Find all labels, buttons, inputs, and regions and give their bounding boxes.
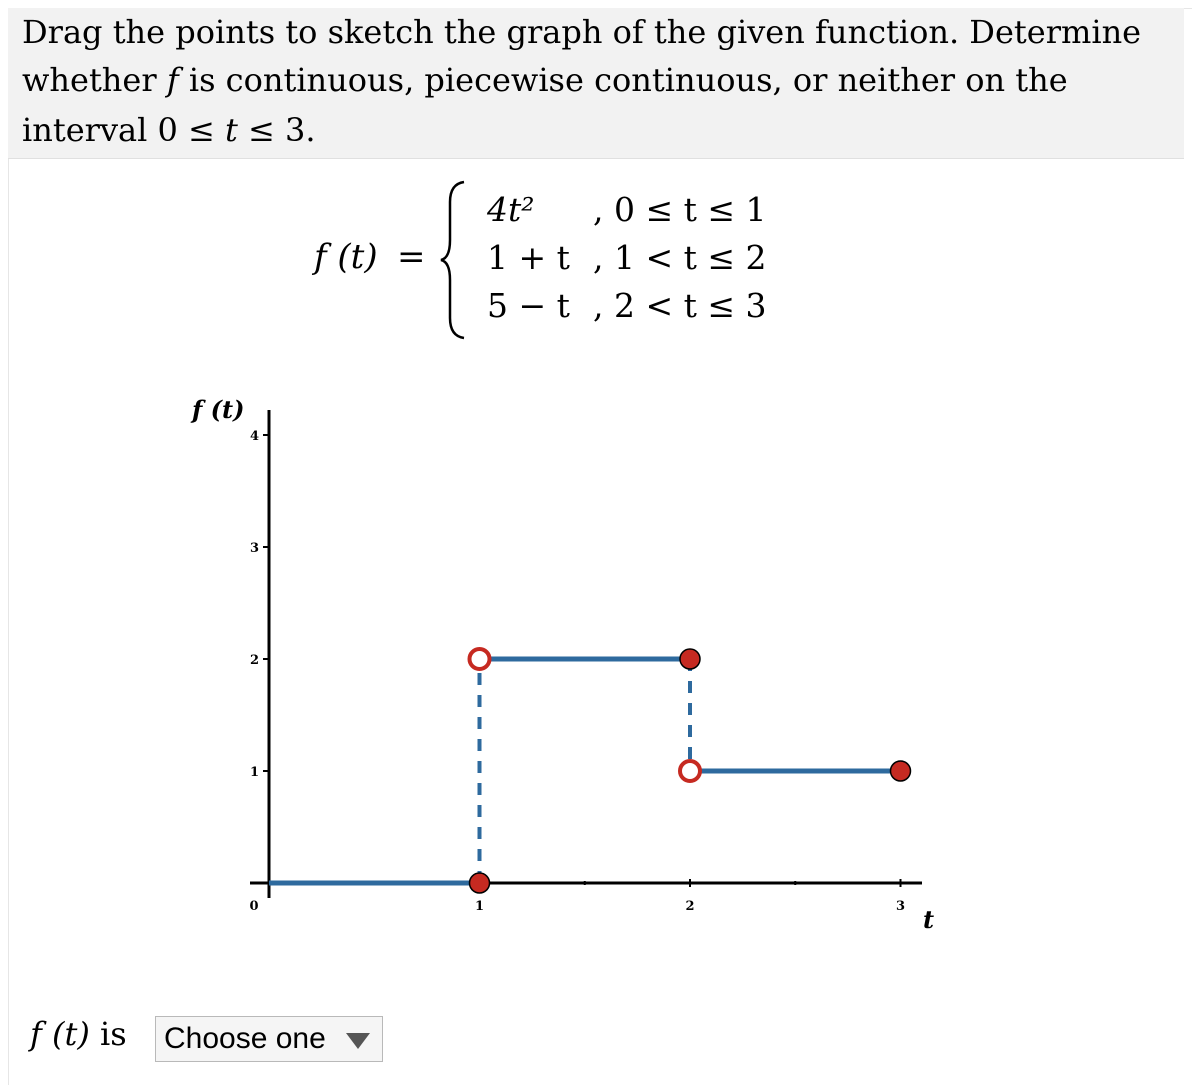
case-1-cond: , 0 ≤ t ≤ 1 [593,190,767,229]
case-3-cond: , 2 < t ≤ 3 [593,286,767,325]
draggable-point-closed[interactable] [680,649,700,669]
draggable-point-closed[interactable] [891,761,911,781]
axes [249,410,922,914]
prompt-line-3-pre: interval 0 ≤ [22,111,226,149]
prompt-line-3-post: ≤ 3. [237,111,316,149]
case-1-expr: 4t² [487,190,535,229]
graph-segments [269,659,901,883]
y-tick-label: 2 [249,653,259,668]
y-tick-label: 4 [249,429,259,444]
formula-lhs: f (t) [314,237,378,277]
x-axis-label: t [923,905,935,934]
y-tick-label: 3 [249,541,259,556]
y-tick-label: 1 [249,765,259,780]
prompt-line-1: Drag the points to sketch the graph of the given function. Determine [22,13,1142,51]
dropdown-arrow-icon [346,1033,370,1049]
answer-var: f (t) [30,1015,90,1053]
x-tick-label: 0 [249,899,259,914]
prompt-var-t: t [225,111,238,149]
draggable-point-closed[interactable] [470,873,490,893]
prompt-line-2-post: is continuous, piecewise continuous, or neither on the [178,61,1068,99]
continuity-select[interactable] [155,1016,383,1062]
select-value: Choose one [164,1022,326,1055]
x-tick-label: 3 [895,899,906,914]
formula-equals: = [397,237,426,277]
draggable-point-open[interactable] [680,761,700,781]
x-tick-label: 2 [685,899,695,914]
x-tick-label: 1 [474,899,485,914]
case-3-expr: 5 − t [487,286,570,325]
draggable-point-open[interactable] [470,649,490,669]
answer-text: is [89,1015,127,1053]
prompt-var-f: f [166,61,179,99]
prompt-line-2-pre: whether [22,61,167,99]
case-2-cond: , 1 < t ≤ 2 [593,238,767,277]
case-2-expr: 1 + t [487,238,570,277]
y-axis-label: f (t) [192,395,245,424]
answer-label [30,1015,127,1053]
